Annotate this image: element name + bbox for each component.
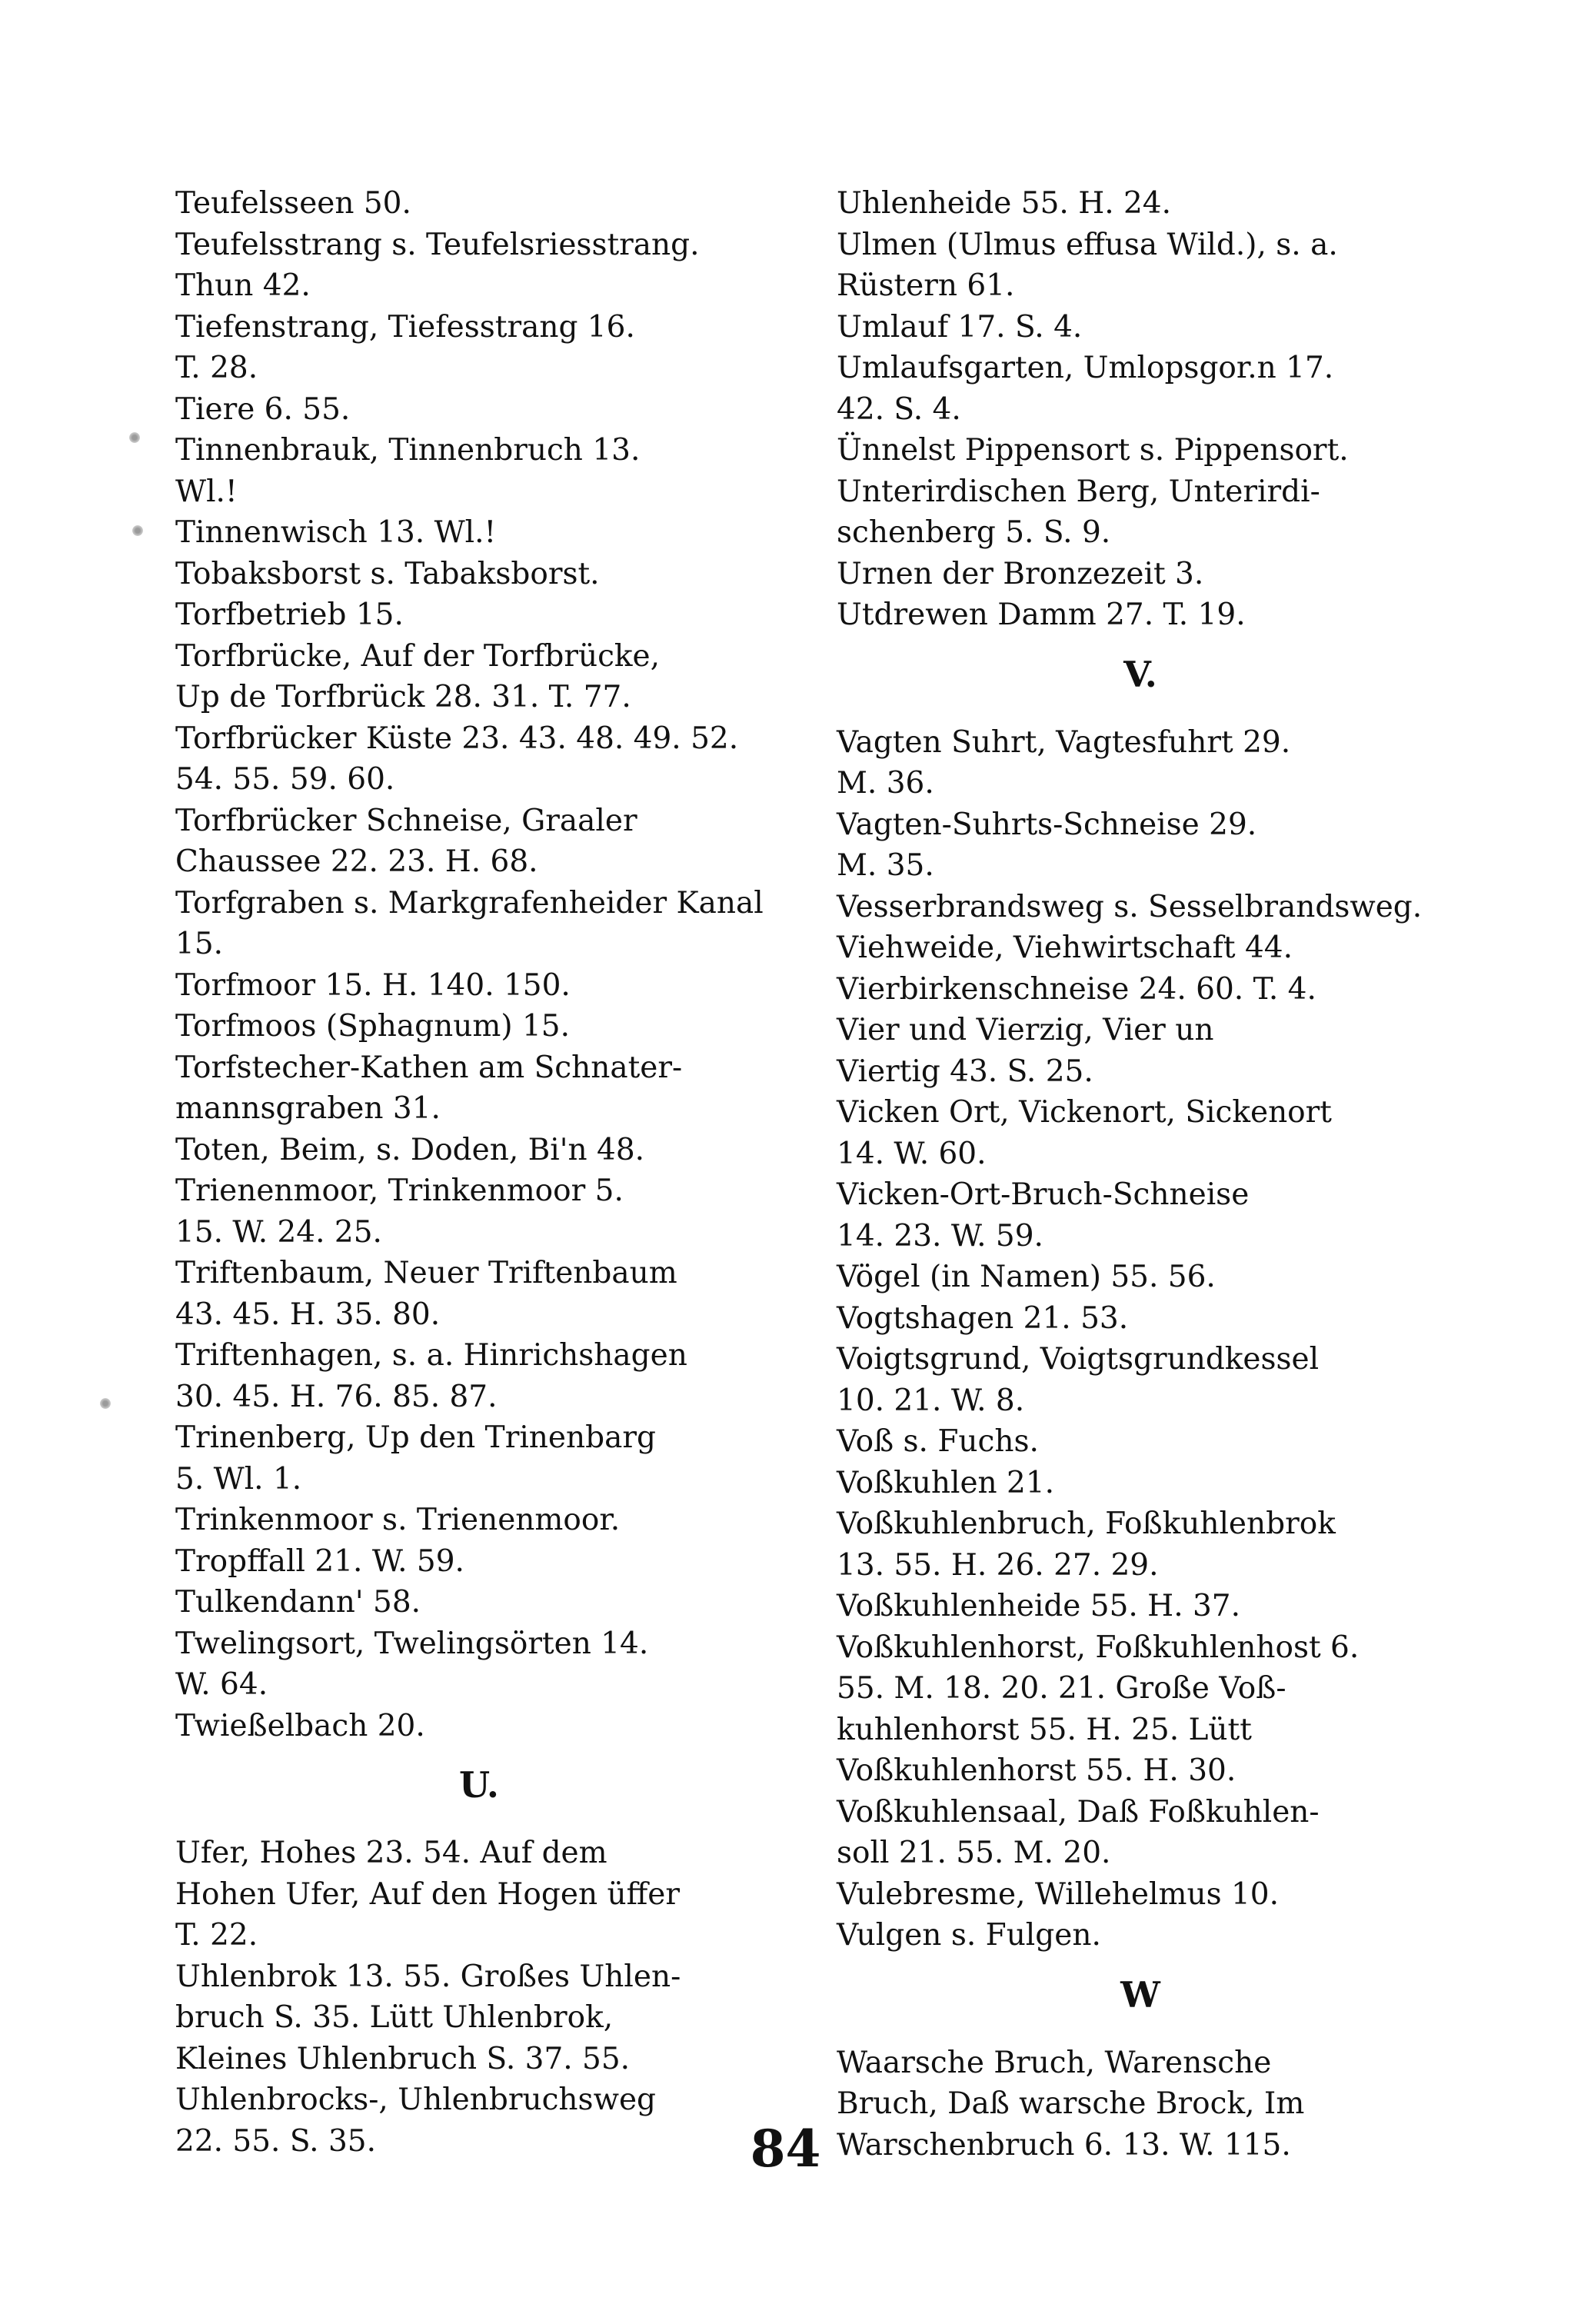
index-entry-line: Trinkenmoor s. Trienenmoor. [175,1503,621,1537]
index-entry [837,1010,1444,1092]
index-entry [837,1257,1444,1298]
index-entry [837,1174,1444,1257]
index-entry-line: Voßkuhlenhorst, Foßkuhlenhost 6. [837,1630,1360,1665]
index-entry-line: Vagten-Suhrts-Schneise 29. [837,807,1257,842]
index-entry-line: Up de Torfbrück 28. 31. T. 77. [175,680,631,714]
index-entry [837,1421,1444,1463]
index-entry [175,965,783,1007]
index-entry [837,1915,1444,1956]
index-entry-line: 13. 55. H. 26. 27. 29. [837,1547,1159,1583]
index-entry-line: Twießelbach 20. [175,1708,425,1743]
index-entry [837,1298,1444,1340]
index-entry [175,1582,783,1623]
index-entry [837,927,1444,969]
index-entry [837,1503,1444,1586]
index-entry-line: Waarsche Bruch, Warensche [837,2045,1272,2080]
index-entry-line: Torfbrücker Schneise, Graaler [175,803,637,838]
index-entry [175,389,783,431]
index-entry [175,1335,783,1417]
index-entry [175,883,783,965]
index-entry [837,1874,1444,1916]
index-entry-line: Warschenbruch 6. 13. W. 115. [837,2127,1291,2163]
index-entry-line: Chaussee 22. 23. H. 68. [175,844,538,879]
index-entry [175,225,783,266]
index-entry [175,265,783,307]
index-entry-line: 14. W. 60. [837,1136,987,1171]
index-entry-line: Voigtsgrund, Voigtsgrundkessel [837,1342,1320,1377]
index-entry-line: 30. 45. H. 76. 85. 87. [175,1379,498,1414]
paper-speck [132,525,143,536]
index-entry-line: Vicken-Ort-Bruch-Schneise [837,1177,1250,1212]
index-entry [837,594,1444,636]
index-entry [175,1047,783,1130]
index-entry [175,1170,783,1253]
paper-speck [129,432,140,443]
index-entry-line: Torfbrücker Küste 23. 43. 48. 49. 52. [175,721,739,756]
index-entry-line: Torfmoor 15. H. 140. 150. [175,967,571,1003]
index-entry-line: 15. W. 24. 25. [175,1214,382,1250]
index-entry-line: Vulebresme, Willehelmus 10. [837,1876,1280,1912]
index-entry [175,1500,783,1541]
index-entry [175,554,783,595]
index-entry [837,1627,1444,1792]
index-entry-line: Unterirdischen Berg, Unterirdi- [837,474,1320,509]
index-entry-line: Uhlenheide 55. H. 24. [837,186,1172,221]
right-column [837,183,1444,2166]
index-entry-line: Viehweide, Viehwirtschaft 44. [837,931,1293,965]
index-entry-line: Bruch, Daß warsche Brock, Im [837,2086,1305,2121]
index-entry [837,1586,1444,1627]
index-entry-line: M. 35. [837,848,934,883]
index-entry-line: Tobaksborst s. Tabaksborst. [175,556,600,591]
index-entry [175,718,783,801]
section-heading-u: U. [459,1764,499,1806]
index-entry-line: Umlauf 17. S. 4. [837,309,1083,345]
index-entry-line: Torfbrücke, Auf der Torfbrücke, [175,638,661,674]
page-number: 84 [750,2119,821,2179]
left-column [175,183,783,2162]
index-entry-line: Thun 42. [175,268,311,303]
index-entry [837,1792,1444,1874]
index-entry-line: Vier und Vierzig, Vier un [837,1013,1214,1047]
index-entry-line: T. 22. [175,1918,258,1953]
paper-speck [100,1398,111,1409]
index-entry-line: Vagten Suhrt, Vagtesfuhrt 29. [837,724,1291,760]
index-entry-line: 22. 55. S. 35. [175,2123,376,2159]
index-entry-line: Triftenbaum, Neuer Triftenbaum [175,1256,677,1290]
index-entry-line: Tinnenwisch 13. Wl.! [175,515,497,550]
index-entry [175,1130,783,1171]
index-entry [837,471,1444,554]
index-entry-line: Vogtshagen 21. 53. [837,1300,1129,1336]
index-entry-line: Trinenberg, Up den Trinenbarg [175,1420,656,1455]
index-entry [175,636,783,718]
index-entry-line: 15. [175,927,224,961]
index-entry [175,1623,783,1706]
index-entry-line: Tinnenbrauk, Tinnenbruch 13. [175,433,641,468]
index-list-v [837,722,1444,1956]
index-entry-line: Urnen der Bronzezeit 3. [837,556,1204,591]
index-entry-line: Hohen Ufer, Auf den Hogen üffer [175,1876,681,1912]
index-entry-line: Umlaufsgarten, Umlopsgor.n 17. [837,351,1334,385]
index-entry-line: Torfgraben s. Markgrafenheider Kanal [175,885,764,921]
index-entry [837,430,1444,471]
index-entry-line: Voß s. Fuchs. [837,1424,1039,1459]
index-entry-line: Torfbetrieb 15. [175,598,404,632]
index-entry [837,722,1444,804]
index-entry-line: Ulmen (Ulmus effusa Wild.), s. a. [837,227,1338,262]
index-entry [837,1339,1444,1421]
index-entry-line: 5. Wl. 1. [175,1461,302,1497]
index-entry-line: Teufelsseen 50. [175,186,411,221]
index-entry [837,1092,1444,1174]
index-entry-line: Rüstern 61. [837,268,1015,303]
index-entry-line: Ufer, Hohes 23. 54. Auf dem [175,1836,607,1870]
section-heading-w: W [1120,1973,1160,2016]
index-entry [837,307,1444,348]
index-entry-line: 42. S. 4. [837,391,961,427]
index-entry-line: Trienenmoor, Trinkenmoor 5. [175,1174,624,1208]
index-entry [175,801,783,883]
index-entry-line: bruch S. 35. Lütt Uhlenbrok, [175,2000,614,2035]
index-entry-line: Voßkuhlenbruch, Foßkuhlenbrok [837,1507,1336,1541]
index-entry-line: Vierbirkenschneise 24. 60. T. 4. [837,971,1316,1007]
index-entry [175,1956,783,2080]
index-entry [837,348,1444,430]
index-entry-line: 54. 55. 59. 60. [175,762,395,797]
index-entry-line: Toten, Beim, s. Doden, Bi'n 48. [175,1132,645,1167]
index-entry-line: Teufelsstrang s. Teufelsriesstrang. [175,227,700,262]
index-list-u-cont [837,183,1444,636]
index-entry-line: Vögel (in Namen) 55. 56. [837,1260,1216,1294]
index-entry-line: Tiere 6. 55. [175,391,351,427]
index-entry [175,512,783,554]
index-entry-line: Kleines Uhlenbruch S. 37. 55. [175,2041,631,2076]
index-entry-line: Vesserbrandsweg s. Sesselbrandsweg. [837,889,1423,924]
index-entry-line: Wl.! [175,474,238,509]
index-list-u [175,1833,783,2162]
index-entry-line: kuhlenhorst 55. H. 25. Lütt [837,1712,1252,1747]
index-entry [175,183,783,225]
section-heading-v: V. [1123,653,1157,695]
index-entry [175,307,783,389]
index-entry-line: schenberg 5. S. 9. [837,515,1111,550]
index-entry-line: Twelingsort, Twelingsörten 14. [175,1626,649,1661]
index-entry-line: Voßkuhlenheide 55. H. 37. [837,1589,1241,1623]
index-entry [837,1463,1444,1504]
index-entry-line: Vulgen s. Fulgen. [837,1918,1101,1953]
index-list-t [175,183,783,1746]
index-entry [175,1417,783,1500]
index-entry [837,554,1444,595]
index-entry [175,1253,783,1335]
index-entry-line: M. 36. [837,766,934,801]
index-entry-line: soll 21. 55. M. 20. [837,1836,1111,1870]
index-entry [175,430,783,512]
index-entry-line: Tulkendann' 58. [175,1585,421,1620]
index-entry-line: Ünnelst Pippensort s. Pippensort. [837,433,1349,468]
index-entry-line: Viertig 43. S. 25. [837,1054,1093,1089]
index-entry-line: Uhlenbrok 13. 55. Großes Uhlen- [175,1959,681,1994]
index-entry [837,225,1444,307]
index-entry [175,594,783,636]
index-entry [175,1006,783,1047]
index-entry-line: 14. 23. W. 59. [837,1218,1043,1254]
index-entry-line: Uhlenbrocks-, Uhlenbruchsweg [175,2083,656,2117]
index-entry-line: Triftenhagen, s. a. Hinrichshagen [175,1338,687,1373]
index-entry-line: 10. 21. W. 8. [837,1383,1025,1418]
index-entry-line: Vicken Ort, Vickenort, Sickenort [837,1095,1332,1130]
index-entry-line: Tiefenstrang, Tiefesstrang 16. [175,309,635,345]
index-entry [837,969,1444,1011]
index-entry [175,1706,783,1747]
index-entry [175,1833,783,1956]
index-entry-line: T. 28. [175,351,258,385]
index-entry-line: Voßkuhlen 21. [837,1465,1055,1500]
index-entry-line: Torfstecher-Kathen am Schnater- [175,1050,683,1085]
index-entry-line: W. 64. [175,1667,268,1702]
index-entry [837,183,1444,225]
index-entry-line: Torfmoos (Sphagnum) 15. [175,1009,570,1044]
index-entry-line: 55. M. 18. 20. 21. Große Voß- [837,1671,1286,1706]
index-entry-line: 43. 45. H. 35. 80. [175,1297,441,1332]
index-entry [837,804,1444,887]
index-entry [175,1541,783,1583]
index-entry-line: Utdrewen Damm 27. T. 19. [837,598,1246,632]
index-entry [837,887,1444,928]
index-entry-line: Voßkuhlensaal, Daß Foßkuhlen- [837,1794,1320,1830]
index-entry-line: Voßkuhlenhorst 55. H. 30. [837,1753,1236,1788]
index-entry-line: mannsgraben 31. [175,1091,441,1126]
index-entry-line: Tropffall 21. W. 59. [175,1543,464,1579]
